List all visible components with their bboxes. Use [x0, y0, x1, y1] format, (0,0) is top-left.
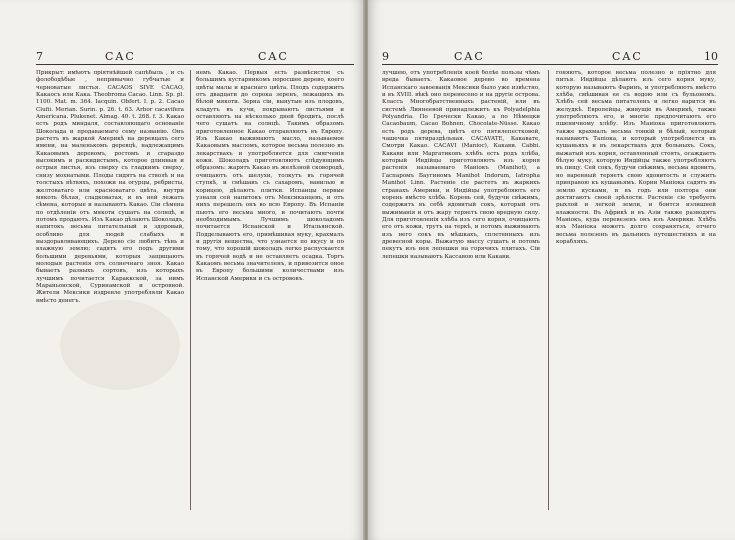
left-header-rule — [36, 64, 354, 65]
right-column-2 — [556, 70, 716, 510]
left-page-header — [0, 50, 364, 64]
left-page-number: 7 — [36, 50, 43, 63]
left-running-head-1: CAC — [105, 50, 136, 63]
left-column-1-text: Прикрыт: имѣютъ пріятнѣйшей сапѣбыль , и съ фолободѣбые , непривычно губчатые и черноватые листья. CACAOS SIVE CACAO, Какаосъ или Кака. Theobroma Cacao. Linn. Sp. pl. 1100. Mat. m. 364. Iacquin. Obfert. I. p. 2. Cacao Clufii. Merian. Surin. p. 26. t. 63. Arbor cacavifera Americana. Plukenet. Almag. 40. t. 268. f. 3. Какао есть родъ миндаля, составляющаго основаніе Шоколада и продаваемаго сему названію. Онъ растетъ въ жаркой Америкѣ на деревцахъ сего имени, на маленькомъ деревцѣ, надлежащимъ Какаовымъ деревомъ, ростомъ и сгараздо высокимъ и раскидистымъ, которое длинныя и острыя листья, изъ сверху съ гладкимъ сверху, снизу мохнатыми. Плоды сидятъ на стволѣ и на толстыхъ вѣтвяхъ, похожи на огурцы, ребристы, желтоватаго или красноватаго цвѣта, внутри мякоть бѣлая, сладковатая, и въ ней лежатъ сѣмена, которые и называютъ Какао. Сіи сѣмена по отдѣленіи отъ мякоти сушатъ на солнцѣ, и потомъ продаютъ. Изъ Какао дѣлаютъ Шоколадъ, напитокъ весьма питательный и здоровый, особливо для людей слабыхъ и выздоравливающихъ. Дерево сіе любитъ тѣнь и влажную землю; садятъ его подъ другими большими деревьями, которыя защищаютъ молодыя растенія отъ солнечнаго зноя. Какао бываетъ разныхъ сортовъ, изъ которыхъ лучшимъ почитается Караккской, за нимъ Мараньонской, Суринамской и островной. Жители Мексики издревле употребляли Какао вмѣсто денегъ. — [36, 70, 184, 304]
right-running-head-2: CAC — [612, 50, 643, 63]
left-page — [0, 0, 364, 540]
right-page — [368, 0, 735, 540]
right-page-header — [368, 50, 735, 64]
paper-stain — [60, 300, 180, 390]
right-header-rule — [382, 64, 718, 65]
right-column-divider — [548, 70, 549, 510]
right-page-number-2: 10 — [704, 50, 718, 63]
right-column-1-text: лучшею, отъ употребленія коей болѣе пользы чѣмъ вреда бываетъ. Какаовое дерево во времена Испанскаго завоеванія Мексики было уже извѣстно, и въ XVIII. вѣкѣ оно перенесено и на другіе острова. Классъ Многобратственныхъ растеній, или въ системѣ Линнеевой принадлежитъ къ Polyadelphia Polyandria. По Гречески Какао, а по Нѣмецки Cacaobaum, Cacao Bohnen, Chocolate-Nüsse. Какао есть родъ дерева, цвѣтъ его пятилепестковой, чашечка пятираздѣльная. CACAVATE, Какавате, Смотри Какао. CACAVI (Manioc), Какави. Cabbi. Какави или Маргатиковъ хлѣбъ есть родъ хлѣба, который Индійцы приготовляютъ изъ корня растенія называемаго Маніокъ (Manihot), а Гаспаромъ Баугиномъ Manihot Indorum, Iatropha Manihot Linn. Растеніе сіе растетъ въ жаркихъ странахъ Америки, и Индійцы употребляютъ его корень вмѣсто хлѣба. Корень сей, будучи свѣжимъ, содержитъ въ себѣ ядовитый сокъ, который отъ выжиманія и отъ жару теряетъ свою вредную силу. Для приготовленія хлѣба изъ сего корня, очищаютъ его отъ кожи, трутъ на теркѣ, и потомъ выжимаютъ изъ него сокъ въ мѣшкахъ, сплетенныхъ изъ древесной коры. Выжатую массу сушатъ и потомъ пекутъ изъ нея лепешки на горячихъ плитахъ. Сіи лепешки называютъ Кассавою или Какави. — [382, 70, 540, 260]
right-column-1 — [382, 70, 540, 510]
right-page-number: 9 — [382, 50, 389, 63]
left-column-2 — [196, 70, 344, 510]
left-running-head-2: CAC — [258, 50, 289, 63]
right-running-head-1: CAC — [454, 50, 485, 63]
left-column-1 — [36, 70, 184, 510]
right-column-2-text: гоняютъ, которое весьма полезно и пріятно для питья. Индійцы дѣлаютъ изъ сего корня муку, которую называютъ Фаринъ, и употребляютъ вмѣсто хлѣба, смѣшивая ее съ водою или съ бульономъ. Хлѣбъ сей весьма питателенъ и легко варится въ желудкѣ. Европейцы, живущіе въ Америкѣ, также употребляютъ его, и многіе предпочитаютъ его пшеничному хлѣбу. Изъ Маніока приготовляютъ также крахмалъ весьма тонкій и бѣлый, который называютъ Тапіока, и который употребляется въ кушаньяхъ и въ лекарствахъ для больныхъ. Сокъ, выжатый изъ корня, оставленный стоять, осаждаетъ бѣлую муку, которую Индійцы также употребляютъ въ пищу. Сей сокъ, будучи свѣжимъ, весьма ядовитъ, но варенный теряетъ свою ядовитость и служитъ приправою къ кушаньямъ. Корни Маніока садятъ въ землю кусками, и въ годъ или полтора они достигаютъ своей зрѣлости. Растеніе сіе требуетъ рыхлой и легкой земли, и боится излишней влажности. Въ Африкѣ и въ Азіи также разводятъ Маніокъ, куда перевезенъ онъ изъ Америки. Хлѣбъ изъ Маніока можетъ долго сохраняться, отчего весьма полезенъ въ дальнихъ путешествіяхъ и на корабляхъ. — [556, 70, 716, 245]
left-column-2-text: немъ Какао. Первыя есть развѣсистое съ большимъ кустарникомъ поросшее дерево, коего цвѣты малы и краснаго цвѣта. Плодъ содержитъ отъ двадцати до сорока зеренъ, лежащихъ въ бѣлой мякоти. Зерна сіи, вынутые изъ плодовъ, кладутъ въ кучи, покрываютъ листьями и оставляютъ на нѣсколько дней бродить, послѣ чего сушатъ на солнцѣ. Такимъ образомъ приготовленное Какао отправляютъ въ Европу. Изъ Какао выжимаютъ масло, называемое Какаовымъ масломъ, которое весьма полезно въ лекарствахъ и употребляется для смягченія кожи. Шоколадъ приготовляютъ слѣдующимъ образомъ: жарятъ Какао въ желѣзной сковородѣ, очищаютъ отъ шелухи, толкутъ въ горячей ступкѣ, и смѣшавъ съ сахаромъ, ванилью и корицею, дѣлаютъ плитки. Испанцы первые узнали сей напитокъ отъ Мексиканцевъ, и отъ нихъ перешелъ онъ во всю Европу. Въ Испаніи пьютъ его весьма много, и почитаютъ почти необходимымъ. Лучшимъ шоколадомъ почитается Испанской и Итальянской. Подделываютъ его, примѣшивая муку, крахмалъ и другія вещества, что узнается по вкусу и по тому, что хорошій шоколадъ легко распускается въ горячей водѣ и не оставляетъ осадка. Торгъ Какаомъ весьма значителенъ, и привозится оное въ Европу большими количествами изъ Испанской Америки и съ острововъ. — [196, 70, 344, 282]
left-column-divider — [190, 70, 191, 510]
